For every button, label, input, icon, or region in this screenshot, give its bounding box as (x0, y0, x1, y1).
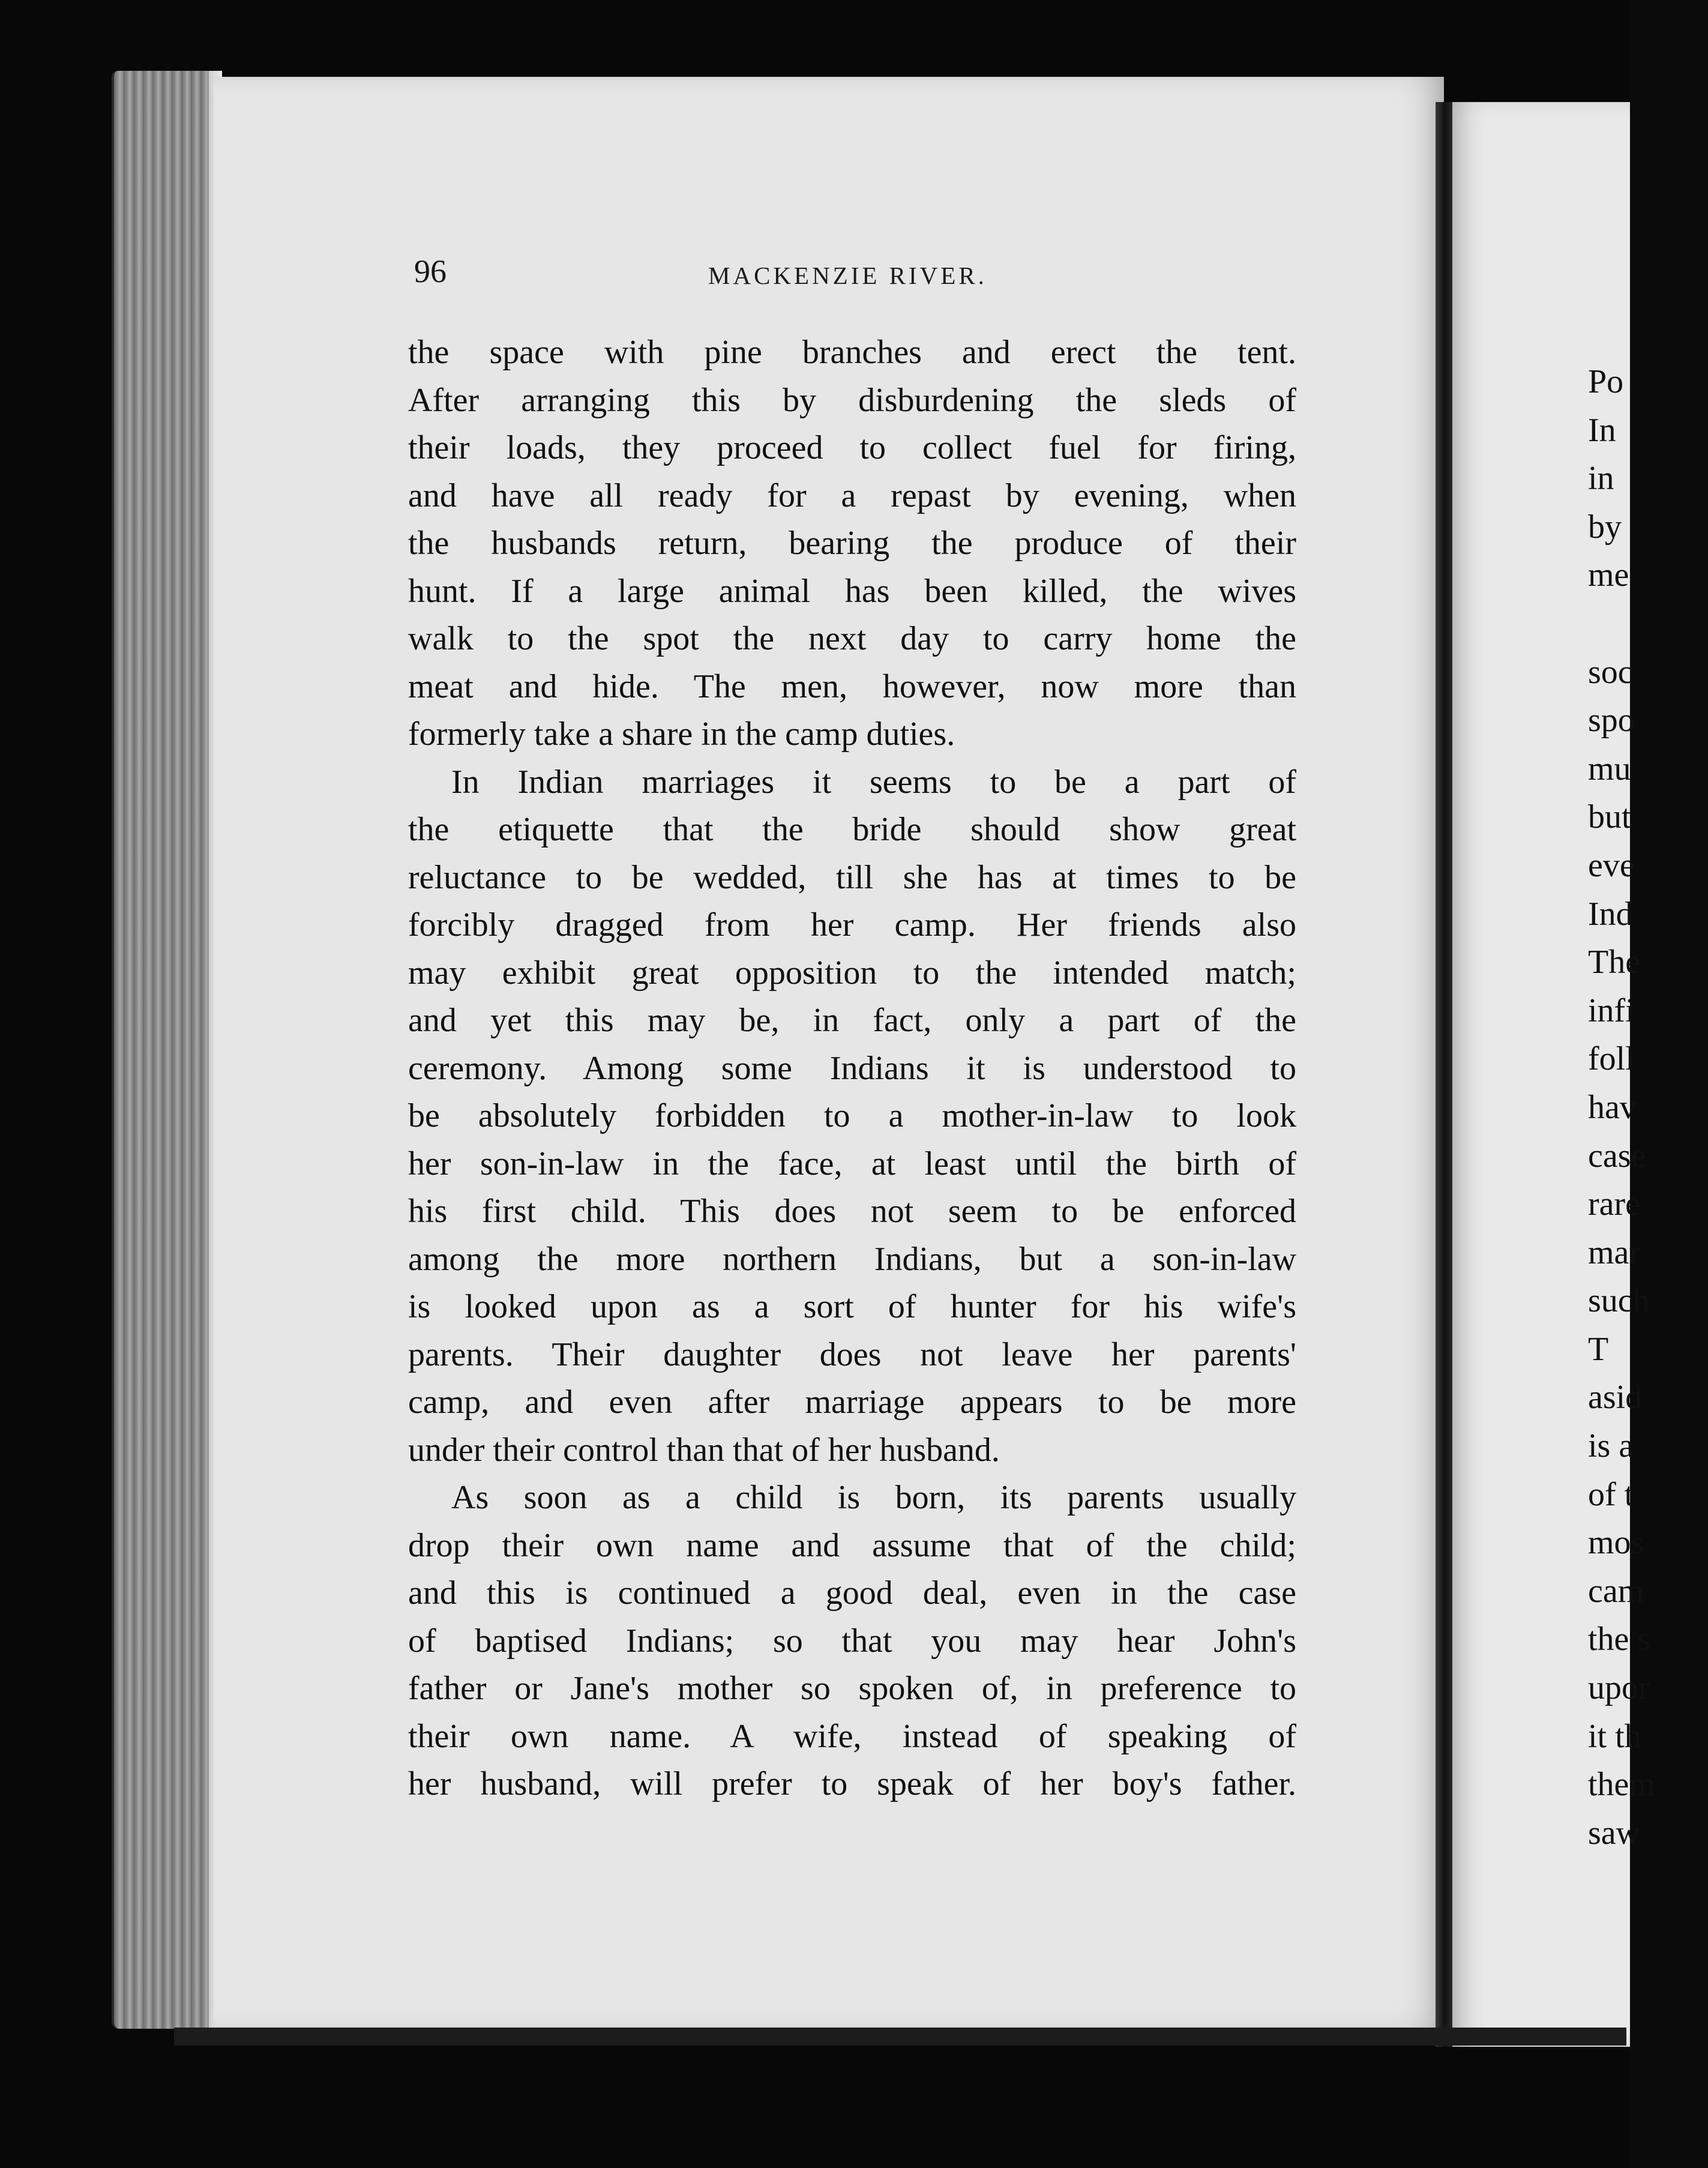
text-line: the etiquette that the bride should show great (408, 811, 1296, 848)
right-page-line-fragment: such (1588, 1282, 1650, 1320)
right-page-line-fragment: mos (1588, 1524, 1644, 1562)
text-line: walk to the spot the next day to carry home the (408, 620, 1296, 657)
text-line: reluctance to be wedded, till she has at times to be (408, 858, 1296, 896)
right-page-line-fragment: it th (1588, 1717, 1641, 1755)
text-line: In Indian marriages it seems to be a part of (451, 763, 1296, 801)
text-line: After arranging this by disburdening the sleds of (408, 381, 1296, 419)
right-page-line-fragment: T (1588, 1330, 1609, 1368)
right-page-line-fragment: but (1588, 798, 1631, 836)
text-line: As soon as a child is born, its parents usually (451, 1479, 1296, 1516)
right-page-line-fragment: them (1588, 1766, 1655, 1804)
right-page-line-fragment: me (1588, 556, 1629, 594)
text-line: the husbands return, bearing the produce of their (408, 525, 1296, 562)
text-line: drop their own name and assume that of the child; (408, 1526, 1296, 1564)
page-number: 96 (414, 253, 447, 289)
right-page-line-fragment: hav (1588, 1088, 1637, 1126)
right-page-line-fragment: soc (1588, 653, 1633, 691)
text-line: formerly take a share in the camp duties. (408, 715, 955, 753)
right-page-line-fragment: foll (1588, 1040, 1635, 1078)
right-page-line-fragment: In (1588, 411, 1616, 449)
text-line: and have all ready for a repast by evening, when (408, 477, 1296, 514)
text-line: under their control than that of her husband. (408, 1431, 1000, 1469)
text-line: their loads, they proceed to collect fuel for firing, (408, 429, 1296, 466)
right-page-line-fragment: is a (1588, 1427, 1634, 1465)
right-page-line-fragment: case (1588, 1137, 1646, 1175)
right-page-line-fragment: eve (1588, 846, 1635, 884)
right-page-line-fragment: Po (1588, 363, 1624, 400)
text-line: her husband, will prefer to speak of her boy's father. (408, 1765, 1296, 1802)
text-line: the space with pine branches and erect the tent. (408, 334, 1296, 371)
bottom-edge-shadow (174, 2028, 1626, 2046)
running-head (414, 253, 1362, 295)
text-line: is looked upon as a sort of hunter for his wife's (408, 1288, 1296, 1325)
right-page-line-fragment: in (1588, 460, 1614, 498)
text-line: parents. Their daughter does not leave her parents' (408, 1335, 1296, 1373)
text-line: meat and hide. The men, however, now more than (408, 667, 1296, 705)
right-page-line-fragment: Ind (1588, 895, 1633, 933)
text-line: may exhibit great opposition to the intended match; (408, 954, 1296, 992)
right-page-text-fragments (1588, 358, 1708, 1857)
right-page-line-fragment: asid (1588, 1379, 1643, 1417)
right-page-line-fragment: by (1588, 508, 1622, 546)
right-page-line-fragment: saw (1588, 1814, 1641, 1852)
right-page-line-fragment (1588, 600, 1708, 648)
right-page-line-fragment: upor (1588, 1669, 1650, 1707)
right-page-line-fragment: infi (1588, 992, 1635, 1029)
page-edges-stack (112, 71, 222, 2029)
text-line: her son-in-law in the face, at least until the birth of (408, 1145, 1296, 1182)
page-body-text (408, 329, 1296, 1808)
text-line: hunt. If a large animal has been killed, the wives (408, 572, 1296, 610)
right-page-line-fragment: of t (1588, 1475, 1634, 1513)
text-line: his first child. This does not seem to be enforced (408, 1193, 1296, 1230)
text-line: among the more northern Indians, but a son-in-law (408, 1240, 1296, 1278)
text-line: ceremony. Among some Indians it is understood to (408, 1049, 1296, 1087)
right-page-line-fragment: cam (1588, 1572, 1644, 1610)
text-line: of baptised Indians; so that you may hear John's (408, 1622, 1296, 1660)
right-page-line-fragment: mu (1588, 750, 1631, 787)
right-page-line-fragment: mar (1588, 1233, 1641, 1271)
book-gutter (1436, 102, 1454, 2047)
text-line: be absolutely forbidden to a mother-in-law to look (408, 1097, 1296, 1134)
text-line: and this is continued a good deal, even in the case (408, 1574, 1296, 1612)
right-page-line-fragment: spo (1588, 702, 1635, 739)
text-line: their own name. A wife, instead of speaking of (408, 1717, 1296, 1755)
right-page-line-fragment: rare (1588, 1185, 1641, 1223)
text-line: father or Jane's mother so spoken of, in preference to (408, 1670, 1296, 1707)
right-page-line-fragment: The (1588, 944, 1641, 981)
text-line: and yet this may be, in fact, only a part of the (408, 1002, 1296, 1039)
right-page-line-fragment: the s (1588, 1621, 1651, 1658)
text-line: camp, and even after marriage appears to be more (408, 1384, 1296, 1421)
text-line: forcibly dragged from her camp. Her friends also (408, 906, 1296, 944)
running-head-title: MACKENZIE RIVER. (708, 262, 987, 289)
